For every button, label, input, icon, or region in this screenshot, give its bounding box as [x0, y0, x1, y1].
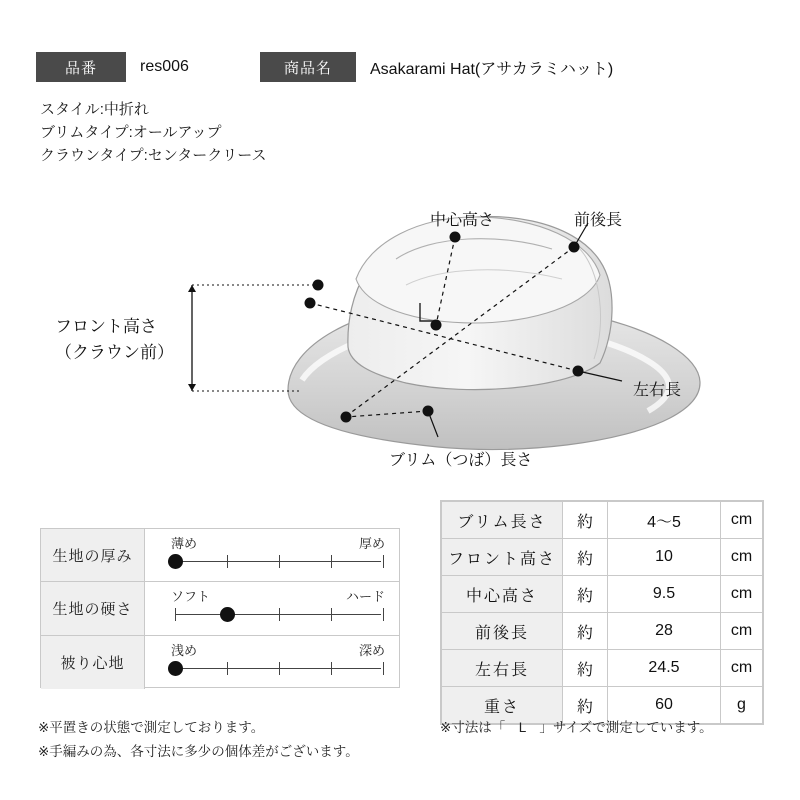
meas-value: 9.5	[608, 576, 721, 613]
label-center-height: 中心高さ	[430, 212, 495, 229]
slider-tick	[331, 555, 332, 568]
meas-name: 重さ	[442, 687, 563, 724]
meas-value: 24.5	[608, 650, 721, 687]
slider-tick	[227, 555, 228, 568]
slider-left-label-fit: 浅め	[171, 642, 198, 658]
meas-unit: cm	[721, 650, 763, 687]
slider-right-label-stiffness: ハード	[345, 589, 385, 605]
slider-tick	[383, 608, 384, 621]
slider-knob-stiffness[interactable]	[220, 607, 235, 622]
slider-row-fit	[41, 636, 399, 689]
slider-tick	[383, 555, 384, 568]
table-row	[442, 613, 763, 650]
meas-unit: cm	[721, 576, 763, 613]
table-row	[442, 576, 763, 613]
label-front-height-line1: フロント高さ	[55, 317, 157, 336]
meas-name: ブリム長さ	[442, 502, 563, 539]
slider-tick	[279, 608, 280, 621]
meas-approx: 約	[563, 502, 608, 539]
meas-approx: 約	[563, 576, 608, 613]
slider-line	[175, 668, 381, 669]
meas-approx: 約	[563, 650, 608, 687]
spec-list	[40, 98, 266, 167]
slider-label-thickness: 生地の厚み	[41, 529, 145, 581]
name-tag-label: 商品名	[260, 52, 356, 82]
spec-style: スタイル:中折れ	[40, 101, 149, 118]
slider-row-stiffness	[41, 582, 399, 635]
meas-name: フロント高さ	[442, 539, 563, 576]
slider-knob-fit[interactable]	[168, 661, 183, 676]
meas-value: 28	[608, 613, 721, 650]
slider-right-label-fit: 深め	[358, 642, 385, 658]
slider-line	[175, 561, 381, 562]
slider-tick	[383, 662, 384, 675]
feel-slider-table	[40, 528, 400, 688]
meas-value: 4〜5	[608, 502, 721, 539]
slider-right-label-thickness: 厚め	[358, 536, 385, 551]
slider-track-stiffness[interactable]	[145, 582, 399, 634]
slider-tick	[279, 662, 280, 675]
label-brim-length: ブリム（つば）長さ	[389, 452, 533, 469]
label-front-height	[55, 314, 174, 366]
slider-left-label-stiffness: ソフト	[171, 589, 211, 605]
slider-line	[175, 614, 381, 615]
slider-track-thickness[interactable]	[145, 529, 399, 581]
slider-tick	[175, 608, 176, 621]
note-handmade-variance: ※手編みの為、各寸法に多少の個体差がございます。	[38, 744, 359, 759]
measurement-table	[440, 500, 764, 725]
label-left-right-length: 左右長	[633, 382, 682, 399]
slider-tick	[279, 555, 280, 568]
meas-name: 中心高さ	[442, 576, 563, 613]
spec-brim-type: ブリムタイプ:オールアップ	[40, 124, 222, 141]
slider-track-fit[interactable]	[145, 636, 399, 689]
table-row	[442, 539, 763, 576]
table-row	[442, 502, 763, 539]
code-value: res006	[140, 58, 189, 75]
slider-label-stiffness: 生地の硬さ	[41, 582, 145, 634]
name-value: Asakarami Hat(アサカラミハット)	[370, 60, 614, 78]
meas-value: 60	[608, 687, 721, 724]
label-front-back-length: 前後長	[574, 212, 623, 229]
meas-unit: g	[721, 687, 763, 724]
meas-unit: cm	[721, 502, 763, 539]
slider-tick	[331, 662, 332, 675]
spec-crown-type: クラウンタイプ:センタークリース	[40, 147, 267, 164]
product-header	[36, 52, 764, 82]
meas-approx: 約	[563, 687, 608, 724]
code-tag-label: 品番	[36, 52, 126, 82]
meas-unit: cm	[721, 613, 763, 650]
meas-name: 左右長	[442, 650, 563, 687]
meas-unit: cm	[721, 539, 763, 576]
slider-row-thickness	[41, 529, 399, 582]
table-row	[442, 650, 763, 687]
slider-knob-thickness[interactable]	[168, 554, 183, 569]
note-size-reference: ※寸法は「 L 」サイズで測定しています。	[440, 720, 713, 735]
meas-value: 10	[608, 539, 721, 576]
slider-label-fit: 被り心地	[41, 636, 145, 689]
slider-left-label-thickness: 薄め	[171, 536, 198, 551]
slider-tick	[227, 662, 228, 675]
note-flat-measurement: ※平置きの状態で測定しております。	[38, 720, 265, 735]
meas-name: 前後長	[442, 613, 563, 650]
label-front-height-line2: （クラウン前）	[55, 343, 174, 362]
meas-approx: 約	[563, 539, 608, 576]
slider-tick	[331, 608, 332, 621]
meas-approx: 約	[563, 613, 608, 650]
